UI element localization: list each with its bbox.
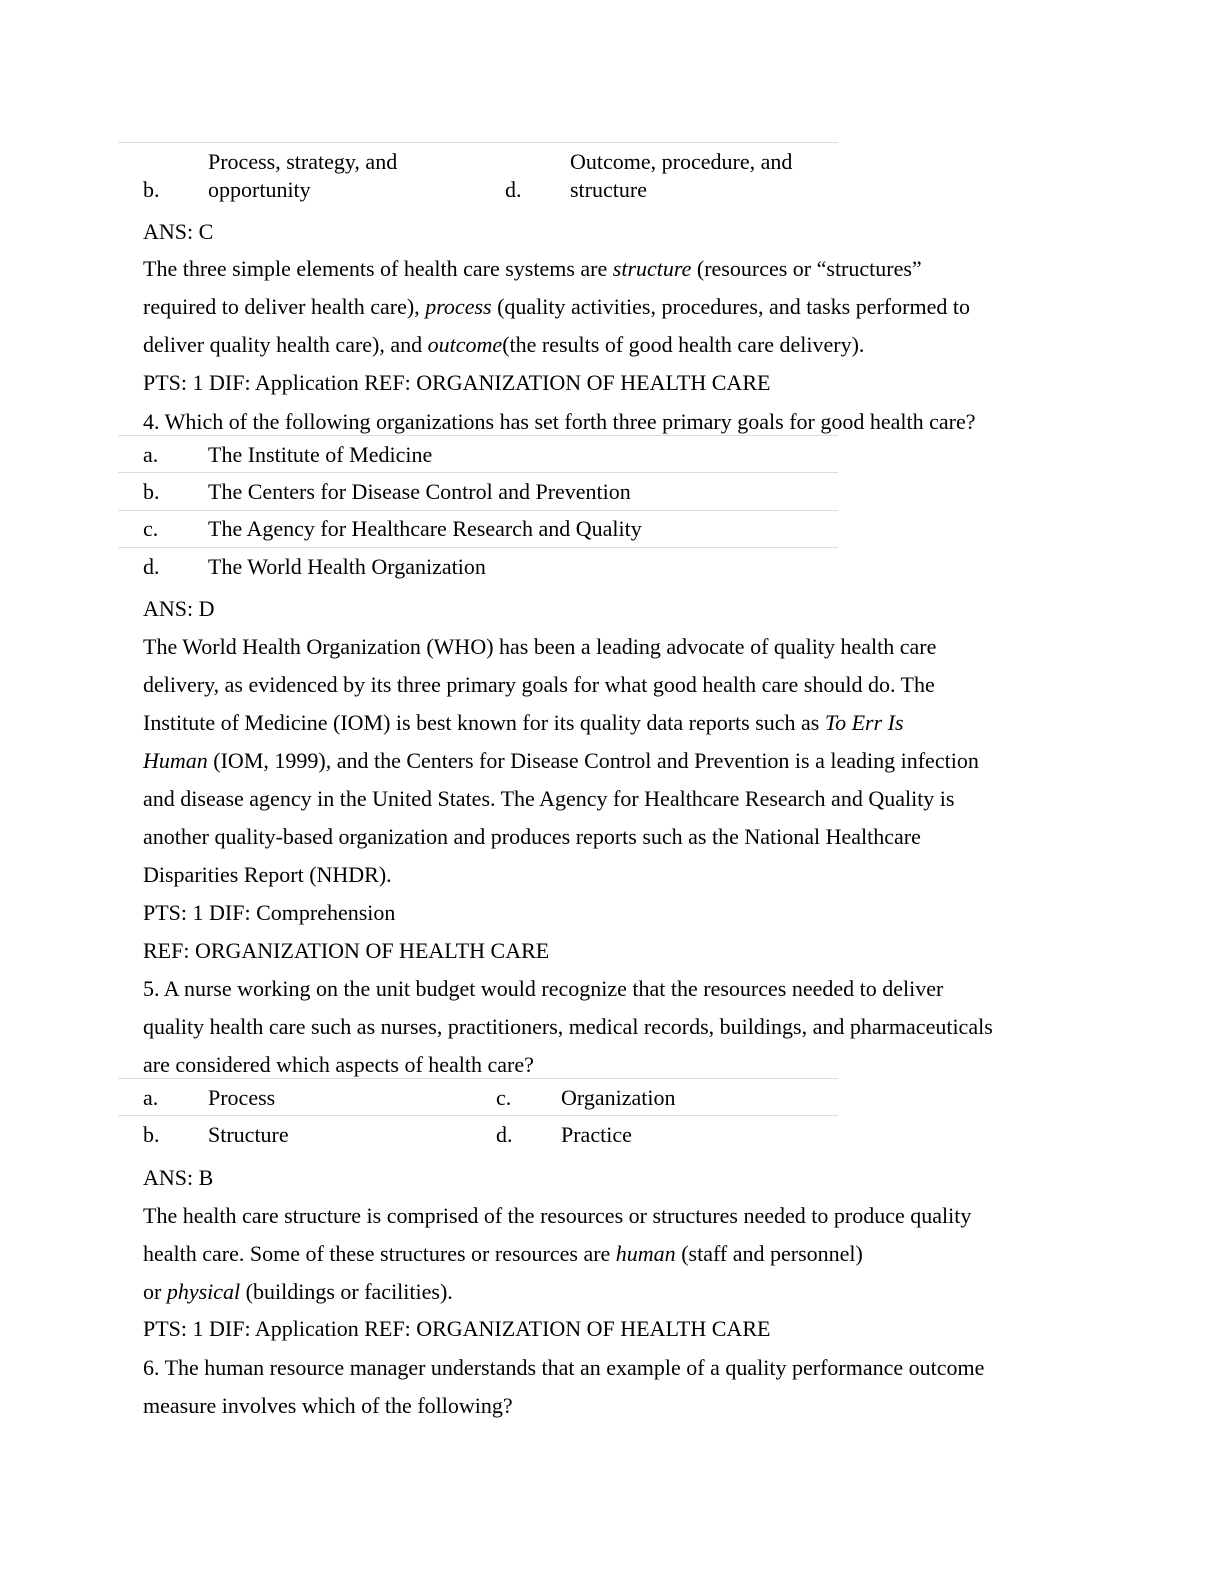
option-letter: b. (143, 1122, 160, 1147)
table-rule (118, 1078, 838, 1079)
table-rule (118, 510, 838, 511)
option-text-line: opportunity (208, 177, 311, 202)
table-rule (118, 142, 838, 143)
table-rule (118, 1115, 838, 1116)
question-stem: 5. A nurse working on the unit budget would recognize that the resources needed to deliver quality health care such as nurses, practitioners, medical records, buildings, and pharmaceuticals are considered which aspects of health care? (143, 976, 993, 1077)
rationale: The three simple elements of health care systems are structure (resources or “structures” required to deliver health care), process (quality activities, procedures, and tasks performed to deliver quality health care), and outcome(the results of good health care delivery). (143, 256, 970, 357)
question-meta: REF: ORGANIZATION OF HEALTH CARE (143, 938, 550, 963)
option-letter: b. (143, 479, 160, 504)
question-meta: PTS: 1 DIF: Application REF: ORGANIZATION OF HEALTH CARE (143, 1316, 771, 1341)
answer-key: ANS: C (143, 219, 214, 244)
option-text: Structure (208, 1122, 289, 1147)
option-letter: c. (143, 516, 159, 541)
option-text: Process (208, 1085, 276, 1110)
option-letter: c. (496, 1085, 512, 1110)
option-text: The Institute of Medicine (208, 442, 433, 467)
rationale: The health care structure is comprised of the resources or structures needed to produce quality health care. Some of these structures or resources are human (staff and personnel) or physical (buildings or facilities). (143, 1203, 972, 1304)
question-stem: 4. Which of the following organizations has set forth three primary goals for good health care? (143, 409, 976, 434)
option-letter: d. (496, 1122, 513, 1147)
option-text: The World Health Organization (208, 554, 486, 579)
option-text-line: Outcome, procedure, and (570, 149, 793, 174)
option-text: Organization (561, 1085, 676, 1110)
question-meta: PTS: 1 DIF: Application REF: ORGANIZATION OF HEALTH CARE (143, 370, 771, 395)
option-text-line: Process, strategy, and (208, 149, 398, 174)
question-stem: 6. The human resource manager understands that an example of a quality performance outcome measure involves which of the following? (143, 1355, 985, 1418)
answer-key: ANS: D (143, 596, 215, 621)
option-text: The Agency for Healthcare Research and Quality (208, 516, 642, 541)
table-rule (118, 547, 838, 548)
rationale: The World Health Organization (WHO) has been a leading advocate of quality health care delivery, as evidenced by its three primary goals for what good health care should do. The Institute of Medicine (IOM) is best known for its quality data reports such as To Err Is Human (IOM, 1999), and the Centers for Disease Control and Prevention is a leading infection and disease agency in the United States. The Agency for Healthcare Research and Quality is another quality-based organization and produces reports such as the National Healthcare Disparities Report (NHDR). (143, 634, 979, 887)
option-letter: d. (143, 554, 160, 579)
option-letter: a. (143, 442, 159, 467)
option-letter: a. (143, 1085, 159, 1110)
answer-key: ANS: B (143, 1165, 214, 1190)
option-text: Practice (561, 1122, 632, 1147)
table-rule (118, 435, 838, 436)
option-text: The Centers for Disease Control and Prevention (208, 479, 631, 504)
option-letter: b. (143, 177, 160, 202)
option-text-line: structure (570, 177, 647, 202)
table-rule (118, 472, 838, 473)
question-meta: PTS: 1 DIF: Comprehension (143, 900, 396, 925)
option-letter: d. (505, 177, 522, 202)
